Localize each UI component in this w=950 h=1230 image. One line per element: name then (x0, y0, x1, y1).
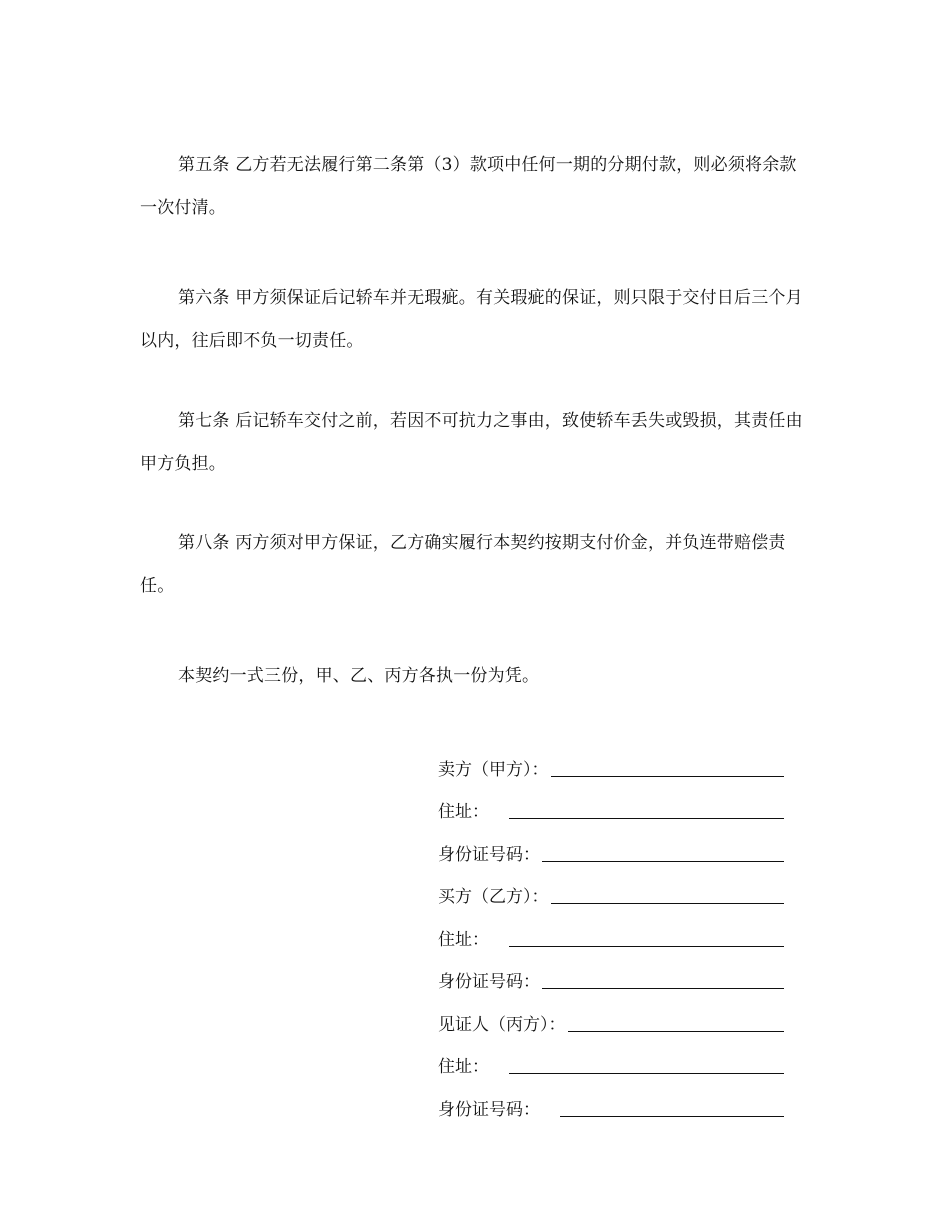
witness-signature-line (568, 1031, 785, 1032)
seller-address-row (438, 788, 784, 831)
seller-row (438, 745, 784, 788)
seller-id-line (542, 861, 784, 862)
clause-7: 第七条 后记轿车交付之前，若因不可抗力之事由，致使轿车丢失或毁损，其责任由甲方负担。 (140, 411, 803, 474)
seller-id-row (438, 830, 784, 873)
seller-signature-line (551, 776, 785, 777)
witness-id-label: 身份证号码： (438, 1099, 540, 1120)
witness-label: 见证人（丙方）： (438, 1014, 566, 1035)
witness-id-line (560, 1116, 784, 1117)
seller-id-label: 身份证号码： (438, 844, 540, 865)
buyer-address-label: 住址： (438, 929, 489, 950)
seller-label: 卖方（甲方）： (438, 759, 549, 780)
witness-address-label: 住址： (438, 1057, 489, 1077)
signature-block (438, 745, 784, 1128)
buyer-label: 买方（乙方）： (438, 887, 549, 907)
clause-5: 第五条 乙方若无法履行第二条第（3）款项中任何一期的分期付款，则必须将余款一次付清。 (140, 155, 797, 218)
buyer-signature-line (551, 903, 785, 904)
seller-address-line (509, 818, 784, 819)
buyer-address-row (438, 915, 784, 958)
witness-row (438, 1000, 784, 1043)
witness-address-row (438, 1043, 784, 1086)
seller-address-label: 住址： (438, 802, 489, 822)
witness-address-line (509, 1073, 784, 1074)
clause-6: 第六条 甲方须保证后记轿车并无瑕疵。有关瑕疵的保证，则只限于交付日后三个月以内，往后即不负一切责任。 (140, 288, 803, 351)
witness-id-row (438, 1085, 784, 1128)
buyer-row (438, 873, 784, 916)
buyer-id-line (542, 988, 784, 989)
buyer-address-line (509, 946, 784, 947)
buyer-id-label: 身份证号码： (438, 972, 540, 992)
clause-8: 第八条 丙方须对甲方保证，乙方确实履行本契约按期支付价金，并负连带赔偿责任。 (140, 533, 786, 596)
copies-statement: 本契约一式三份，甲、乙、丙方各执一份为凭。 (178, 666, 540, 686)
buyer-id-row (438, 958, 784, 1001)
